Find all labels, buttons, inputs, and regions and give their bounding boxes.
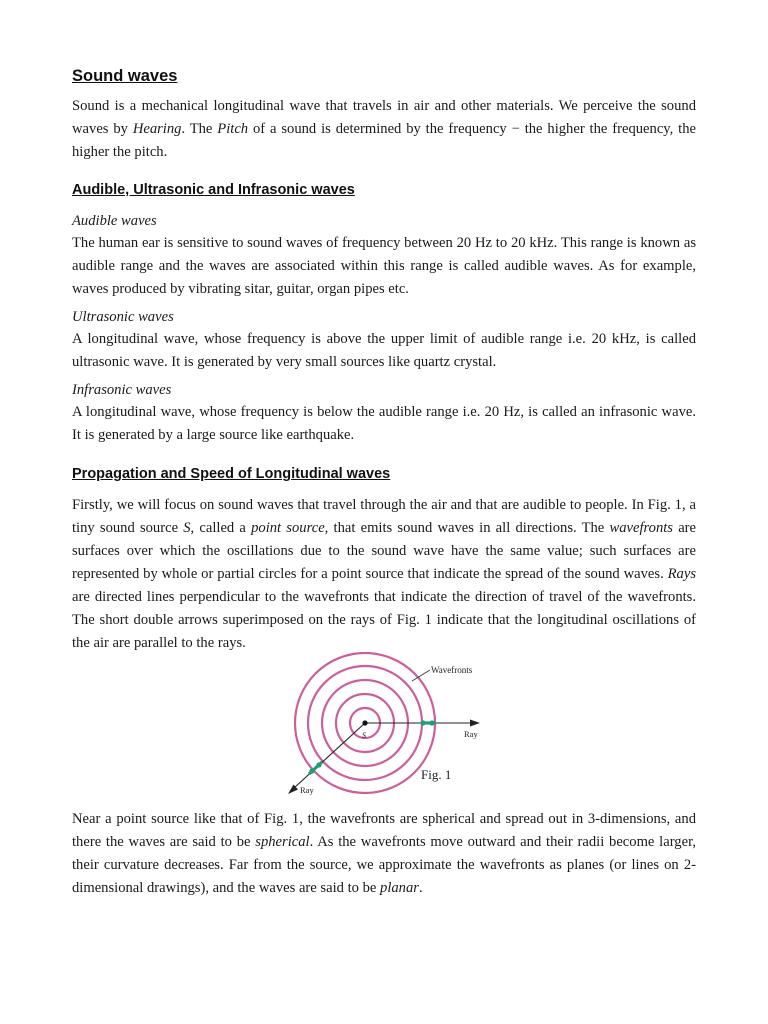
source-label: S — [362, 731, 366, 740]
figure-caption: Fig. 1 — [421, 767, 452, 782]
infrasonic-waves-paragraph: A longitudinal wave, whose frequency is below the audible range i.e. 20 Hz, is called an infrasonic wave. It is generated by a large source like earthquake. — [72, 404, 696, 443]
oscillation-dot-left-b — [309, 768, 314, 773]
oscillation-dot-left-a — [316, 762, 321, 767]
pitch-term: Pitch — [217, 121, 249, 137]
section-heading-propagation: Propagation and Speed of Longitudinal waves — [72, 466, 391, 482]
ultrasonic-waves-paragraph: A longitudinal wave, whose frequency is above the upper limit of audible range i.e. 20 kHz, is called ultrasonic wave. It is generated by very small sources like quartz crystal. — [72, 331, 696, 370]
audible-waves-paragraph: The human ear is sensitive to sound waves of frequency between 20 Hz to 20 kHz. This range is known as audible range and the waves are associated within this range is called audible waves. As for example, waves produced by vibrating sitar, guitar, organ pipes etc. — [72, 235, 696, 297]
ray-right-label: Ray — [464, 729, 478, 739]
point-source-dot — [362, 720, 367, 725]
oscillation-dot-right-a — [420, 720, 425, 725]
ray-left-label: Ray — [300, 785, 314, 795]
propagation-paragraph: Firstly, we will focus on sound waves that travel through the air and that are audible to people. In Fig. 1, a tiny sound source S, called a point source, that emits sound waves in all directions. The wavefronts are surfaces over which the oscillations due to the sound wave have the same value; such surfaces are represented by whole or partial circles for a point source that indicate the spread of the sound waves. Rays are directed lines perpendicular to the wavefronts that indicate the direction of travel of the wavefronts. The short double arrows superimposed on the rays of Fig. 1 indicate that the longitudinal oscillations of the air are parallel to the rays. — [72, 497, 697, 651]
ray-right-arrowhead — [470, 720, 480, 727]
ultrasonic-waves-subheading: Ultrasonic waves — [72, 309, 174, 325]
oscillation-dot-right-b — [429, 720, 434, 725]
section-heading-wave-types: Audible, Ultrasonic and Infrasonic waves — [72, 182, 355, 198]
page-title: Sound waves — [72, 67, 178, 85]
wavefronts-figure — [284, 652, 490, 800]
infrasonic-waves-subheading: Infrasonic waves — [72, 382, 172, 398]
spherical-planar-paragraph: Near a point source like that of Fig. 1, the wavefronts are spherical and spread out in 3-dimensions, and there the waves are said to be spherical. As the wavefronts move outward and their radii become larger, their curvature decreases. Far from the source, we approximate the wavefronts as planes (or lines on 2-dimensional drawings), and the waves are said to be planar. — [72, 811, 697, 896]
hearing-term: Hearing — [132, 121, 182, 137]
wavefronts-label: Wavefronts — [431, 665, 473, 675]
audible-waves-subheading: Audible waves — [72, 213, 157, 229]
intro-paragraph: Sound is a mechanical longitudinal wave that travels in air and other materials. We perceive the sound waves by Hearing. The Pitch of a sound is determined by the frequency − the higher the frequency, the higher the pitch. — [72, 98, 696, 160]
